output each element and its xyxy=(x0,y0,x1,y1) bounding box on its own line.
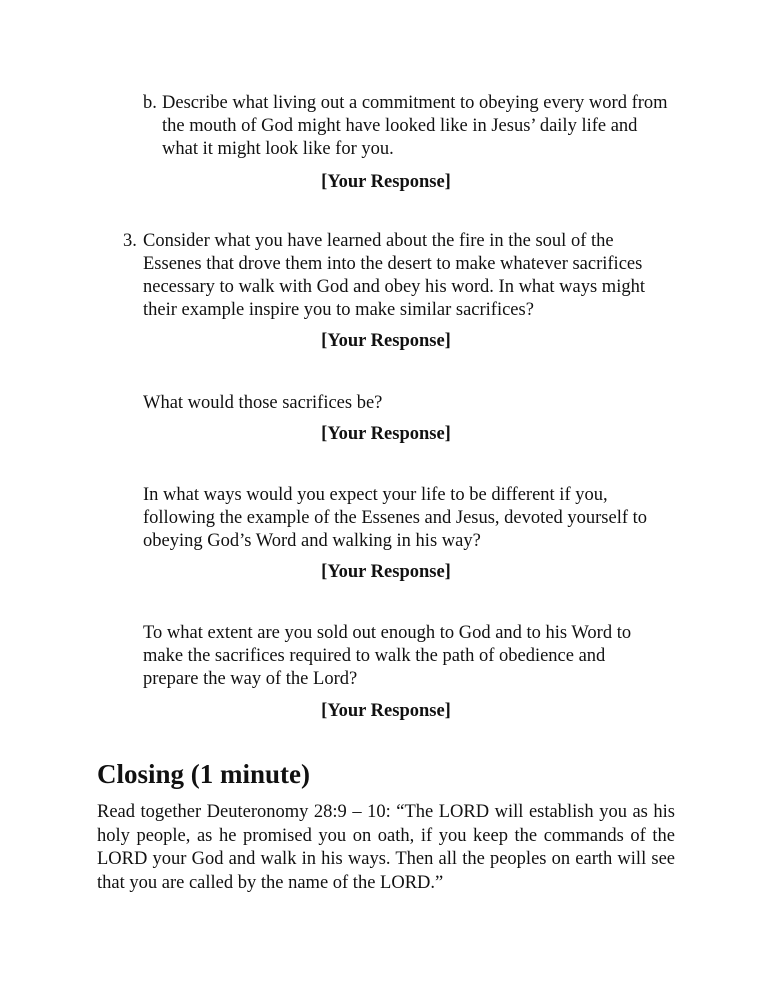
your-response-label: [Your Response] xyxy=(321,172,451,192)
question-text: Describe what living out a commitment to obeying every word from the mouth of God might have looked like in Jesus’ daily life and what it might look like for you. xyxy=(162,93,668,159)
closing-paragraph: Read together Deuteronomy 28:9 – 10: “The LORD will establish you as his holy people, as he promised you on oath, if you keep the commands of the LORD your God and walk in his ways. Then all the peoples on earth will see that you are called by the name of the LORD.” xyxy=(97,802,675,893)
item-marker: b. xyxy=(143,93,157,113)
your-response-label: [Your Response] xyxy=(321,701,451,721)
question-b xyxy=(143,92,673,161)
question-text: Consider what you have learned about the fire in the soul of the Essenes that drove them into the desert to make whatever sacrifices necessary to walk with God and obey his word. In what ways might their example inspire you to make similar sacrifices? xyxy=(143,231,645,320)
section-heading: Closing (1 minute) xyxy=(97,759,311,789)
followup-question: What would those sacrifices be? xyxy=(143,393,383,413)
your-response-label: [Your Response] xyxy=(321,424,451,444)
item-marker: 3. xyxy=(123,231,137,251)
your-response-label: [Your Response] xyxy=(321,562,451,582)
followup-question: In what ways would you expect your life to be different if you, following the example of the Essenes and Jesus, devoted yourself to obeying God’s Word and walking in his way? xyxy=(143,485,648,551)
followup-question: To what extent are you sold out enough to God and to his Word to make the sacrifices required to walk the path of obedience and prepare the way of the Lord? xyxy=(143,623,632,689)
your-response-label: [Your Response] xyxy=(321,331,451,351)
question-3 xyxy=(123,230,673,322)
